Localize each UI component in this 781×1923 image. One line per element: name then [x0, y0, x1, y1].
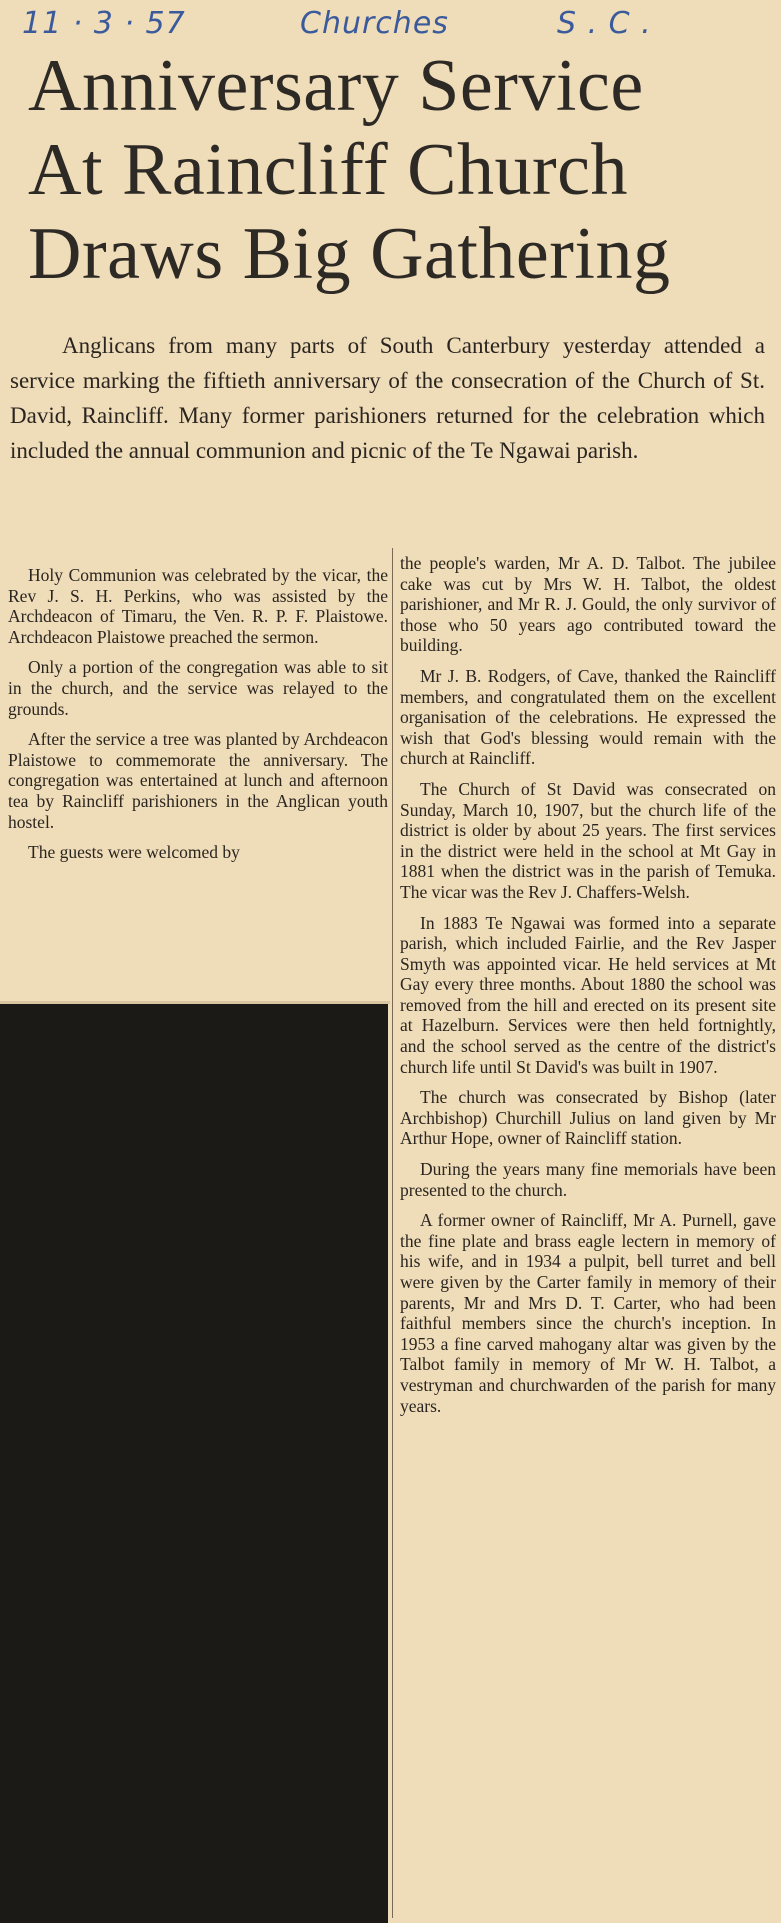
paragraph: Mr J. B. Rodgers, of Cave, thanked the Raincliff members, and congratulated them on the excellent organisation of the celebrations. He expressed the wish that God's blessing would remain with the church at Raincliff.: [400, 665, 776, 769]
headline-line: Draws Big Gathering: [28, 213, 671, 295]
paragraph: During the years many fine memorials have been presented to the church.: [400, 1159, 776, 1200]
paragraph: A former owner of Raincliff, Mr A. Purnell, gave the fine plate and brass eagle lectern in memory of his wife, and in 1934 a pulpit, bell turret and bell were given by the Carter family in memory of their parents, Mr and Mrs D. T. Carter, who had been faithful members since the church's inception. In 1953 a fine carved mahogany altar was given by the Talbot family in memory of Mr W. H. Talbot, a vestryman and churchwarden of the parish for many years.: [400, 1210, 776, 1416]
paragraph: The Church of St David was consecrated on Sunday, March 10, 1907, but the church life of the district is older by about 25 years. The first services in the district were held in the school at Mt Gay in 1881 when the district was in the parish of Temuka. The vicar was the Rev J. Chaffers-Welsh.: [400, 778, 776, 902]
headline-line: At Raincliff Church: [28, 129, 629, 211]
paragraph: the people's warden, Mr A. D. Talbot. The jubilee cake was cut by Mrs W. H. Talbot, the oldest parishioner, and Mr R. J. Gould, the only survivor of those who 50 years ago contributed toward the building.: [400, 553, 776, 656]
column-divider: [392, 548, 393, 1918]
annotation-category: Churches: [300, 6, 449, 41]
clipping-edge: [0, 1001, 390, 1004]
paragraph: Only a portion of the congregation was able to sit in the church, and the service was relayed to the grounds.: [8, 657, 388, 719]
annotation-initials: S . C .: [557, 6, 652, 41]
handwritten-annotation: [22, 6, 722, 46]
left-column: [8, 565, 388, 873]
article-lead: Anglicans from many parts of South Canterbury yesterday attended a service marking the fiftieth anniversary of the consecration of the Church of St. David, Raincliff. Many former parishioners returned for the celebration which included the annual communion and picnic of the Te Ngawai parish.: [10, 333, 765, 463]
paragraph: Holy Communion was celebrated by the vicar, the Rev J. S. H. Perkins, who was assisted by the Archdeacon of Timaru, the Ven. R. P. F. Plaistowe. Archdeacon Plaistowe preached the sermon.: [8, 565, 388, 647]
paragraph: The church was consecrated by Bishop (later Archbishop) Churchill Julius on land given by Mr Arthur Hope, owner of Raincliff station.: [400, 1087, 776, 1149]
headline-line: Anniversary Service: [28, 45, 644, 127]
article-headline: [28, 44, 768, 296]
paragraph: The guests were welcomed by: [28, 842, 240, 863]
paragraph: After the service a tree was planted by Archdeacon Plaistowe to commemorate the anniversary. The congregation was entertained at lunch and afternoon tea by Raincliff parishioners in the Anglican youth hostel.: [8, 729, 388, 832]
paragraph: In 1883 Te Ngawai was formed into a separate parish, which included Fairlie, and the Rev Jasper Smyth was appointed vicar. He held services at Mt Gay every three months. About 1880 the school was removed from the hill and erected on its present site at Hazelburn. Services were then held fortnightly, and the school served as the centre of the district's church life until St David's was built in 1907.: [400, 912, 776, 1077]
right-column: [400, 553, 776, 1426]
annotation-date: 11 · 3 · 57: [22, 6, 186, 41]
